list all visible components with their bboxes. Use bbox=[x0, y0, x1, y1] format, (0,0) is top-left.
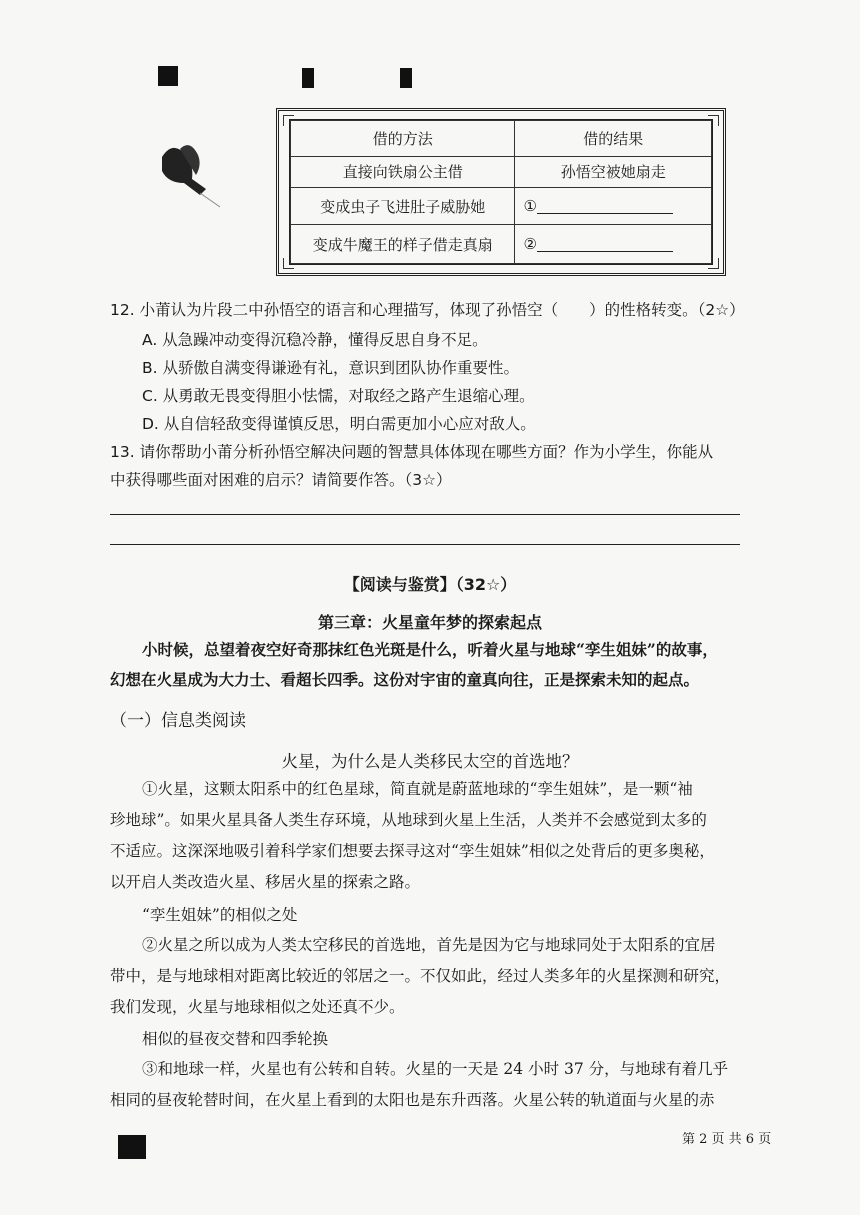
paragraph-1-line-3: 不适应。这深深地吸引着科学家们想要去探寻这对“孪生姐妹”相似之处背后的更多奥秘， bbox=[110, 842, 715, 860]
scan-mark-2 bbox=[302, 68, 314, 88]
page-number: 第 2 页 共 6 页 bbox=[682, 1132, 772, 1147]
row2-answer-cell bbox=[515, 188, 712, 225]
row3-answer-cell bbox=[515, 225, 712, 264]
table-corner-ornament bbox=[283, 258, 294, 269]
subheading-twin-sisters: “孪生姐妹”的相似之处 bbox=[142, 906, 298, 924]
row3-method: 变成牛魔王的样子借走真扇 bbox=[291, 225, 515, 264]
answer-blank-1[interactable] bbox=[537, 199, 673, 214]
section-title: 【阅读与鉴赏】（32☆） bbox=[343, 575, 517, 594]
question-12-stem: 12. 小莆认为片段二中孙悟空的语言和心理描写，体现了孙悟空（ ）的性格转变。（2☆） bbox=[110, 301, 745, 319]
paragraph-3-line-2: 相同的昼夜轮替时间，在火星上看到的太阳也是东升西落。火星公转的轨道面与火星的赤 bbox=[110, 1091, 715, 1109]
paragraph-2-line-2: 带中，是与地球相对距离比较近的邻居之一。不仅如此，经过人类多年的火星探测和研究， bbox=[110, 967, 731, 985]
paragraph-2-line-1: ②火星之所以成为人类太空移民的首选地，首先是因为它与地球同处于太阳系的宜居 bbox=[142, 936, 716, 954]
borrow-fan-table-inner bbox=[289, 119, 713, 265]
header-result: 借的结果 bbox=[515, 121, 712, 157]
table-corner-ornament bbox=[708, 115, 719, 126]
question-12-option-a[interactable]: A. 从急躁冲动变得沉稳冷静，懂得反思自身不足。 bbox=[142, 331, 488, 349]
row2-answer-number: ① bbox=[523, 197, 537, 216]
question-13-line-1: 13. 请你帮助小莆分析孙悟空解决问题的智慧具体体现在哪些方面？作为小学生，你能从 bbox=[110, 443, 714, 461]
header-method: 借的方法 bbox=[291, 121, 515, 157]
borrow-fan-table bbox=[290, 120, 712, 264]
table-corner-ornament bbox=[708, 258, 719, 269]
question-12-option-d[interactable]: D. 从自信轻敌变得谨慎反思，明白需更加小心应对敌人。 bbox=[142, 415, 536, 433]
feather-smudge-icon bbox=[150, 135, 230, 215]
subheading-day-night: 相似的昼夜交替和四季轮换 bbox=[142, 1030, 329, 1048]
paragraph-2-line-3: 我们发现，火星与地球相似之处还真不少。 bbox=[110, 998, 405, 1016]
row1-result: 孙悟空被她扇走 bbox=[515, 156, 712, 187]
intro-line-2: 幻想在火星成为大力士、看超长四季。这份对宇宙的童真向往，正是探索未知的起点。 bbox=[110, 670, 700, 689]
row2-method: 变成虫子飞进肚子威胁她 bbox=[291, 188, 515, 225]
scan-mark-1 bbox=[158, 66, 178, 86]
row3-answer-number: ② bbox=[523, 235, 537, 254]
part-heading: （一）信息类阅读 bbox=[110, 711, 246, 731]
scan-mark-3 bbox=[400, 68, 412, 88]
chapter-title: 第三章：火星童年梦的探索起点 bbox=[317, 613, 542, 632]
paragraph-3-line-1: ③和地球一样，火星也有公转和自转。火星的一天是 24 小时 37 分，与地球有着几乎 bbox=[142, 1060, 729, 1078]
article-title: 火星，为什么是人类移民太空的首选地？ bbox=[281, 752, 579, 771]
question-12-option-c[interactable]: C. 从勇敢无畏变得胆小怯懦，对取经之路产生退缩心理。 bbox=[142, 387, 535, 405]
answer-line-2[interactable] bbox=[110, 544, 740, 545]
row1-method: 直接向铁扇公主借 bbox=[291, 156, 515, 187]
answer-blank-2[interactable] bbox=[537, 237, 673, 252]
table-corner-ornament bbox=[283, 115, 294, 126]
paragraph-1-line-2: 珍地球”。如果火星具备人类生存环境，从地球到火星上生活，人类并不会感觉到太多的 bbox=[110, 811, 707, 829]
borrow-fan-table-frame bbox=[276, 108, 726, 276]
paragraph-1-line-4: 以开启人类改造火星、移居火星的探索之路。 bbox=[110, 873, 421, 891]
question-13-line-2: 中获得哪些面对困难的启示？请简要作答。（3☆） bbox=[110, 471, 452, 489]
answer-line-1[interactable] bbox=[110, 514, 740, 515]
intro-line-1: 小时候，总望着夜空好奇那抹红色光斑是什么，听着火星与地球“孪生姐妹”的故事， bbox=[142, 640, 718, 659]
question-12-option-b[interactable]: B. 从骄傲自满变得谦逊有礼，意识到团队协作重要性。 bbox=[142, 359, 519, 377]
paragraph-1-line-1: ①火星，这颗太阳系中的红色星球，简直就是蔚蓝地球的“孪生姐妹”，是一颗“袖 bbox=[142, 780, 693, 798]
scan-mark-4 bbox=[118, 1135, 146, 1159]
